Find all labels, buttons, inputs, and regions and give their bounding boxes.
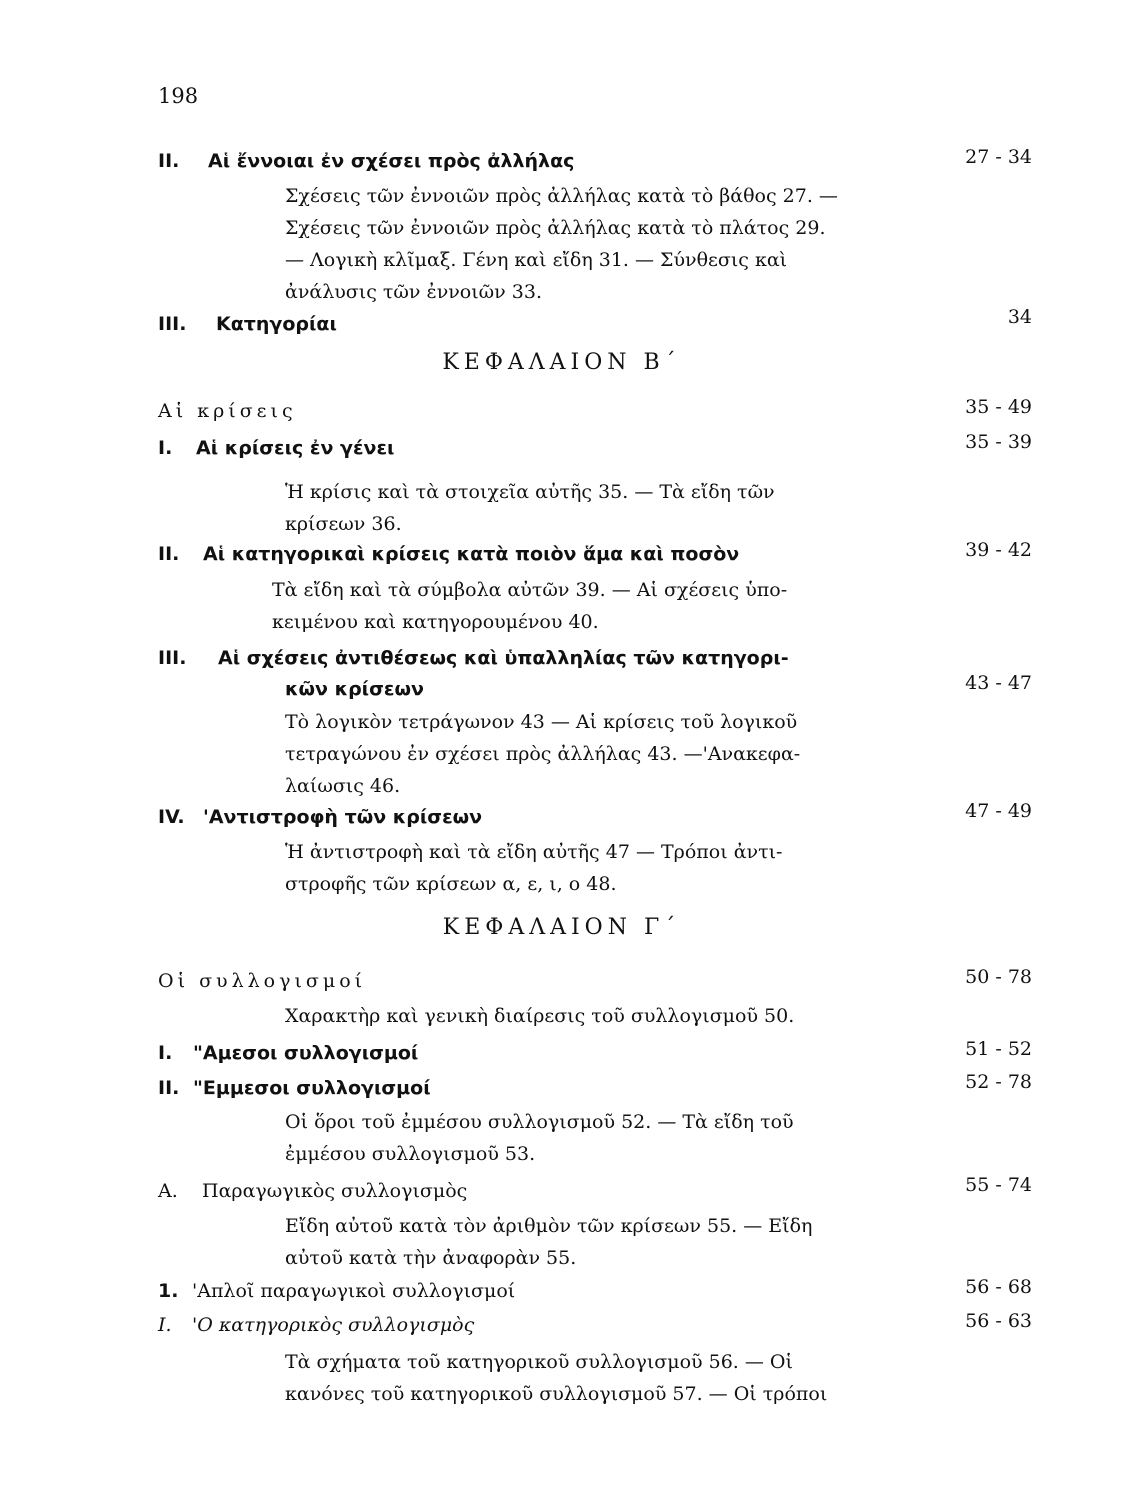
section-pages: 35 - 39 — [965, 431, 1032, 453]
description-line: ἐμμέσου συλλογισμοῦ 53. — [285, 1143, 536, 1165]
section-description — [285, 476, 775, 540]
section-pages: 47 - 49 — [965, 800, 1032, 822]
section-num: II. — [158, 150, 180, 172]
description-line: κανόνες τοῦ κατηγορικοῦ συλλογισμοῦ 57. — Οἱ τρόποι — [285, 1383, 828, 1405]
section-title: Αἱ κατηγορικαὶ κρίσεις κατὰ ποιὸν ἅμα καὶ ποσὸν — [203, 543, 740, 565]
section-description — [285, 836, 782, 900]
part-title: Αἱ κρίσεις — [158, 400, 297, 422]
description-line: Ἡ κρίσις καὶ τὰ στοιχεῖα αὐτῆς 35. — Τὰ εἴδη τῶν — [285, 481, 775, 503]
subsection-num: Α. — [158, 1180, 178, 1202]
item-description — [285, 1346, 827, 1410]
section-title: 'Αντιστροφὴ τῶν κρίσεων — [203, 806, 483, 828]
item-title: 'Απλοῖ παραγωγικοὶ συλλογισμοί — [192, 1280, 516, 1302]
section-title: "Εμμεσοι συλλογισμοί — [193, 1077, 431, 1099]
item-pages: 56 - 63 — [965, 1310, 1032, 1332]
description-line: — Λογικὴ κλῖμαξ. Γένη καὶ εἴδη 31. — Σύνθεσις καὶ — [285, 249, 788, 271]
section-title: "Αμεσοι συλλογισμοί — [193, 1042, 419, 1064]
section-description — [285, 706, 800, 802]
section-pages: 52 - 78 — [965, 1071, 1032, 1093]
section-description — [272, 574, 787, 638]
item-num: 1. — [158, 1280, 179, 1302]
section-pages: 39 - 42 — [965, 539, 1032, 561]
part-pages: 50 - 78 — [965, 966, 1032, 988]
section-title: Αἱ ἔννοιαι ἐν σχέσει πρὸς ἀλλήλας — [208, 150, 575, 172]
section-num: I. — [158, 1042, 173, 1064]
section-num: IV. — [158, 806, 185, 828]
part-title: Οἱ συλλογισμοί — [158, 970, 367, 992]
description-line: Τὰ σχήματα τοῦ κατηγορικοῦ συλλογισμοῦ 56. — Οἱ — [285, 1351, 793, 1373]
section-title: Αἱ κρίσεις ἐν γένει — [196, 437, 395, 459]
section-num: II. — [158, 543, 180, 565]
section-title: Κατηγορίαι — [216, 313, 337, 335]
chapter-heading: ΚΕΦΑΛΑΙΟΝ Β΄ — [442, 350, 681, 375]
item-pages: 56 - 68 — [965, 1276, 1032, 1298]
description-line: Σχέσεις τῶν ἐννοιῶν πρὸς ἀλλήλας κατὰ τὸ βάθος 27. — — [285, 185, 838, 207]
description-line: Ἡ ἀντιστροφὴ καὶ τὰ εἴδη αὐτῆς 47 — Τρόποι ἀντι- — [285, 841, 783, 863]
section-title: Αἱ σχέσεις ἀντιθέσεως καὶ ὑπαλληλίας τῶν κατηγορι- — [218, 647, 789, 669]
section-pages: 43 - 47 — [965, 672, 1032, 694]
description-line: Τὸ λογικὸν τετράγωνον 43 — Αἱ κρίσεις τοῦ λογικοῦ — [285, 711, 798, 733]
page-number: 198 — [158, 84, 199, 108]
section-num: II. — [158, 1077, 180, 1099]
item-title: 'Ο κατηγορικὸς συλλογισμὸς — [192, 1314, 475, 1336]
section-title-continued: κῶν κρίσεων — [285, 678, 424, 700]
description-line: Εἴδη αὐτοῦ κατὰ τὸν ἀριθμὸν τῶν κρίσεων 55. — Εἴδη — [285, 1215, 813, 1237]
description-line: στροφῆς τῶν κρίσεων α, ε, ι, ο 48. — [285, 873, 617, 895]
description-line: Τὰ εἴδη καὶ τὰ σύμβολα αὐτῶν 39. — Αἱ σχέσεις ὑπο- — [272, 579, 788, 601]
chapter-heading: ΚΕΦΑΛΑΙΟΝ Γ΄ — [442, 915, 681, 940]
part-description: Χαρακτὴρ καὶ γενικὴ διαίρεσις τοῦ συλλογισμοῦ 50. — [285, 1005, 795, 1027]
section-num: I. — [158, 437, 173, 459]
description-line: αὐτοῦ κατὰ τὴν ἀναφορὰν 55. — [285, 1247, 577, 1269]
description-line: λαίωσις 46. — [285, 775, 401, 797]
description-line: ἀνάλυσις τῶν ἐννοιῶν 33. — [285, 281, 542, 303]
section-pages: 51 - 52 — [965, 1038, 1032, 1060]
part-pages: 35 - 49 — [965, 396, 1032, 418]
description-line: κρίσεων 36. — [285, 513, 402, 535]
description-line: Οἱ ὅροι τοῦ ἐμμέσου συλλογισμοῦ 52. — Τὰ εἴδη τοῦ — [285, 1111, 794, 1133]
item-num: I. — [158, 1314, 172, 1336]
subsection-description — [285, 1210, 812, 1274]
section-description — [285, 1106, 794, 1170]
section-description — [285, 180, 838, 308]
section-pages: 27 - 34 — [965, 146, 1032, 168]
description-line: Σχέσεις τῶν ἐννοιῶν πρὸς ἀλλήλας κατὰ τὸ πλάτος 29. — [285, 217, 826, 239]
description-line: κειμένου καὶ κατηγορουμένου 40. — [272, 611, 599, 633]
section-pages: 34 — [1007, 306, 1032, 328]
section-num: III. — [158, 647, 187, 669]
description-line: τετραγώνου ἐν σχέσει πρὸς ἀλλήλας 43. —'Ανακεφα- — [285, 743, 801, 765]
section-num: III. — [158, 313, 187, 335]
subsection-title: Παραγωγικὸς συλλογισμὸς — [202, 1180, 468, 1202]
subsection-pages: 55 - 74 — [965, 1174, 1032, 1196]
